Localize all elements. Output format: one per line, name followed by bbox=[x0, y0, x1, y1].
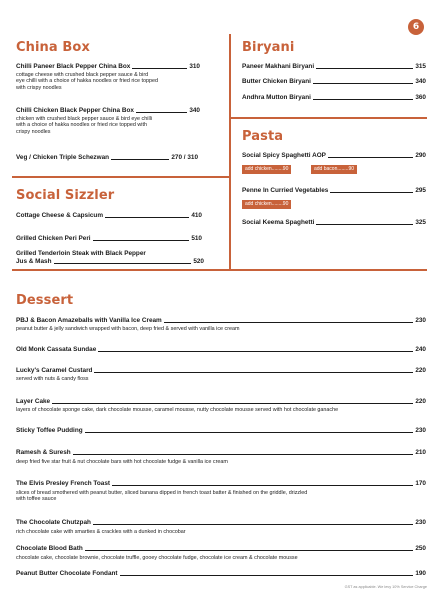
item-price: 270 / 310 bbox=[171, 154, 198, 161]
menu-item bbox=[16, 107, 200, 115]
item-price: 230 bbox=[415, 519, 426, 526]
item-price: 315 bbox=[415, 63, 426, 70]
menu-item bbox=[242, 63, 426, 71]
leader-line bbox=[316, 68, 413, 69]
leader-line bbox=[132, 68, 187, 69]
section-title-biryani: Biryani bbox=[242, 40, 295, 55]
menu-item bbox=[16, 427, 426, 435]
menu-item bbox=[242, 94, 426, 102]
item-price: 240 bbox=[415, 346, 426, 353]
add-on-tag: add bacon........90 bbox=[311, 165, 357, 174]
leader-line bbox=[93, 240, 190, 241]
add-on-tag: add chicken........90 bbox=[242, 165, 291, 174]
item-price: 310 bbox=[189, 63, 200, 70]
item-description-line: slices of bread smothered with peanut butter, sliced banana dipped in french toast batter & finished on the griddle, drizzled bbox=[16, 490, 308, 496]
item-price: 170 bbox=[415, 480, 426, 487]
item-name: Butter Chicken Biryani bbox=[242, 78, 311, 85]
menu-item bbox=[16, 398, 426, 406]
leader-line bbox=[111, 159, 169, 160]
divider-top-dessert bbox=[12, 269, 427, 271]
add-on-tag: add chicken........90 bbox=[242, 200, 291, 209]
leader-line bbox=[105, 217, 189, 218]
item-name: The Elvis Presley French Toast bbox=[16, 480, 111, 487]
leader-line bbox=[93, 524, 413, 525]
section-title-china-box: China Box bbox=[16, 40, 90, 55]
item-description-line: eye chilli with a choice of hakka noodles or fried rice topped bbox=[16, 78, 159, 85]
item-description bbox=[16, 72, 216, 91]
item-name: Chilli Chicken Black Pepper China Box bbox=[16, 107, 134, 114]
item-description-line: chicken with crushed black pepper sauce & bird eye chilli bbox=[16, 116, 153, 122]
item-description-line: with crispy noodles bbox=[16, 84, 62, 91]
menu-item bbox=[16, 519, 426, 527]
menu-item bbox=[242, 219, 426, 227]
menu-item bbox=[242, 187, 426, 195]
item-price: 230 bbox=[415, 317, 426, 324]
item-name: Paneer Makhani Biryani bbox=[242, 63, 315, 70]
item-description: chocolate cake, chocolate brownie, chocolate truffle, gooey chocolate fudge, chocolate ice cream & chocolate mousse bbox=[16, 555, 298, 561]
item-name: Grilled Chicken Peri Peri bbox=[16, 235, 91, 242]
tax-footnote: GST as applicable. We levy 10% Service Charge bbox=[344, 585, 427, 589]
item-price: 510 bbox=[191, 235, 202, 242]
item-description: served with nuts & candy floss bbox=[16, 376, 89, 382]
item-name-line2: Jus & Mash bbox=[16, 258, 52, 265]
section-title-social-sizzler: Social Sizzler bbox=[16, 188, 115, 203]
leader-line bbox=[313, 99, 413, 100]
leader-line bbox=[120, 575, 414, 576]
item-price: 340 bbox=[415, 78, 426, 85]
leader-line bbox=[85, 550, 414, 551]
item-name: Sticky Toffee Pudding bbox=[16, 427, 83, 434]
leader-line bbox=[85, 432, 414, 433]
leader-line bbox=[164, 322, 414, 323]
leader-line bbox=[136, 112, 187, 113]
item-name: Old Monk Cassata Sundae bbox=[16, 346, 97, 353]
page-number-badge: 6 bbox=[408, 19, 424, 35]
item-description: peanut butter & jelly sandwich wrapped with bacon, deep fried & served with vanilla ice cream bbox=[16, 326, 240, 332]
item-description-line: crispy noodles bbox=[16, 128, 51, 135]
menu-item bbox=[16, 449, 426, 457]
item-name: The Chocolate Chutzpah bbox=[16, 519, 91, 526]
leader-line bbox=[316, 224, 413, 225]
divider-biryani-pasta bbox=[229, 117, 427, 119]
leader-line bbox=[52, 403, 413, 404]
leader-line bbox=[73, 454, 414, 455]
item-name: Lucky's Caramel Custard bbox=[16, 367, 93, 374]
item-name: Penne In Curried Vegetables bbox=[242, 187, 329, 194]
section-title-dessert: Dessert bbox=[16, 293, 74, 308]
item-name: Social Spicy Spaghetti AOP bbox=[242, 152, 326, 159]
item-name: Chilli Paneer Black Pepper China Box bbox=[16, 63, 131, 70]
item-description: rich chocolate cake with smarties & crackles with a dunked in chocobar bbox=[16, 529, 186, 535]
item-price: 190 bbox=[415, 570, 426, 577]
item-description bbox=[16, 490, 426, 503]
item-price: 325 bbox=[415, 219, 426, 226]
item-description bbox=[16, 116, 216, 135]
item-price: 520 bbox=[193, 258, 204, 265]
item-description: deep fried five star fruit & nut chocolate bars with hot chocolate fudge & vanilla ice cream bbox=[16, 459, 228, 465]
item-description: layers of chocolate sponge cake, dark chocolate mousse, caramel mousse, nutty chocolate mousse served with hot chocolate ganache bbox=[16, 407, 339, 413]
leader-line bbox=[328, 157, 413, 158]
menu-item bbox=[16, 367, 426, 375]
item-price: 290 bbox=[415, 152, 426, 159]
menu-item bbox=[16, 570, 426, 578]
item-name: PBJ & Bacon Amazeballs with Vanilla Ice Cream bbox=[16, 317, 162, 324]
item-name: Chocolate Blood Bath bbox=[16, 545, 83, 552]
menu-item bbox=[16, 346, 426, 354]
item-name-line1: Grilled Tenderloin Steak with Black Pepper bbox=[16, 250, 146, 257]
item-name: Veg / Chicken Triple Schezwan bbox=[16, 154, 110, 161]
item-price: 295 bbox=[415, 187, 426, 194]
column-divider bbox=[229, 34, 231, 269]
menu-item bbox=[16, 317, 426, 325]
leader-line bbox=[330, 192, 413, 193]
item-price: 410 bbox=[191, 212, 202, 219]
menu-item bbox=[16, 63, 200, 71]
item-name: Layer Cake bbox=[16, 398, 51, 405]
menu-item bbox=[242, 152, 426, 160]
item-price: 210 bbox=[415, 449, 426, 456]
section-title-pasta: Pasta bbox=[242, 129, 284, 144]
leader-line bbox=[112, 485, 413, 486]
item-name: Social Keema Spaghetti bbox=[242, 219, 315, 226]
leader-line bbox=[54, 263, 192, 264]
item-price: 340 bbox=[189, 107, 200, 114]
item-description-line: with toffee sauce bbox=[16, 496, 57, 503]
item-price: 250 bbox=[415, 545, 426, 552]
item-name: Andhra Mutton Biryani bbox=[242, 94, 311, 101]
menu-item bbox=[16, 258, 204, 266]
item-name: Cottage Cheese & Capsicum bbox=[16, 212, 104, 219]
menu-item bbox=[16, 480, 426, 488]
item-description-line: cottage cheese with crushed black pepper sauce & bird bbox=[16, 72, 149, 78]
menu-item bbox=[16, 235, 202, 243]
item-price: 360 bbox=[415, 94, 426, 101]
item-name: Peanut Butter Chocolate Fondant bbox=[16, 570, 118, 577]
item-price: 220 bbox=[415, 367, 426, 374]
menu-item bbox=[16, 212, 202, 220]
item-name: Ramesh & Suresh bbox=[16, 449, 71, 456]
leader-line bbox=[98, 351, 413, 352]
item-price: 220 bbox=[415, 398, 426, 405]
item-description-line: with a choice of hakka noodles or fried rice topped with bbox=[16, 122, 147, 129]
menu-item bbox=[16, 545, 426, 553]
leader-line bbox=[94, 372, 413, 373]
divider-china-sizzler bbox=[12, 176, 229, 178]
leader-line bbox=[313, 83, 413, 84]
menu-item bbox=[16, 154, 198, 162]
menu-item bbox=[242, 78, 426, 86]
item-price: 230 bbox=[415, 427, 426, 434]
